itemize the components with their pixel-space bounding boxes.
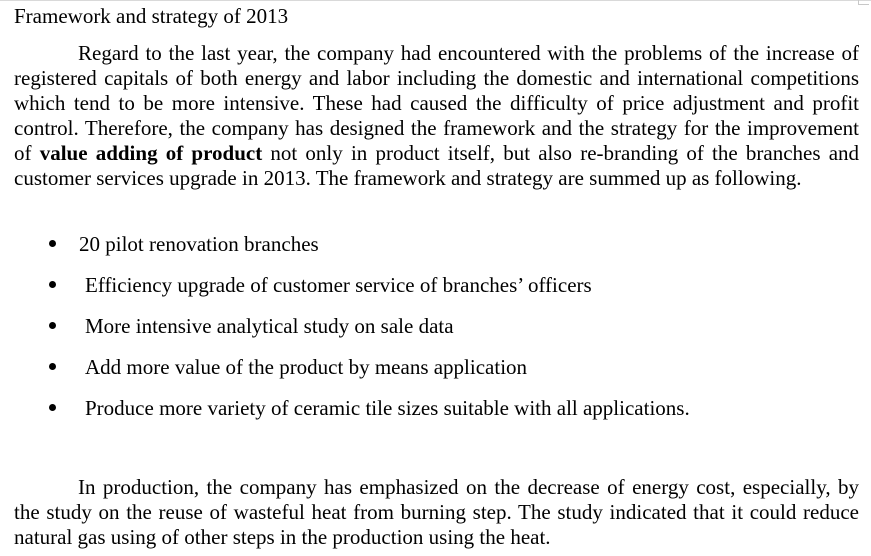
production-paragraph: [14, 475, 859, 550]
list-item: [0, 396, 871, 437]
bullet-icon: [49, 240, 56, 247]
list-item-text: 20 pilot renovation branches: [79, 232, 319, 256]
list-item-text: Efficiency upgrade of customer service of branches’ officers: [85, 273, 592, 297]
list-item-text: Produce more variety of ceramic tile sizes suitable with all applications.: [85, 396, 690, 420]
intro-text-start: Regard to the last year, the company had encountered with the problems of the increase of registered capitals of both energy and labor including the domestic and international competitions which tend to be more intensive. These had caused the difficulty of price adjustment and profit control. Therefore, the company has designed the framework and the strategy for the improvement of: [14, 41, 859, 165]
list-item-text: More intensive analytical study on sale data: [85, 314, 454, 338]
list-item: [0, 314, 871, 355]
bullet-icon: [49, 404, 56, 411]
list-item-text: Add more value of the product by means application: [85, 355, 528, 379]
bullet-icon: [49, 363, 56, 370]
top-border-line: [0, 0, 871, 1]
production-text: In production, the company has emphasized on the decrease of energy cost, especially, by the study on the reuse of wasteful heat from burning step. The study indicated that it could reduce natural gas using of other steps in the production using the heat.: [14, 475, 859, 549]
bullet-icon: [49, 281, 56, 288]
intro-text-end: not only in product itself, but also re-branding of the branches and customer services upgrade in 2013. The framework and strategy are summed up as following.: [14, 141, 860, 190]
page-corner-mark: [858, 0, 869, 5]
section-heading: Framework and strategy of 2013: [14, 4, 289, 28]
intro-paragraph: [14, 41, 859, 191]
list-item: [0, 273, 871, 314]
bullet-icon: [49, 322, 56, 329]
list-item: [0, 355, 871, 396]
strategy-bullet-list: [0, 232, 871, 437]
bold-phrase: value adding of product: [39, 141, 263, 165]
list-item: [0, 232, 871, 273]
